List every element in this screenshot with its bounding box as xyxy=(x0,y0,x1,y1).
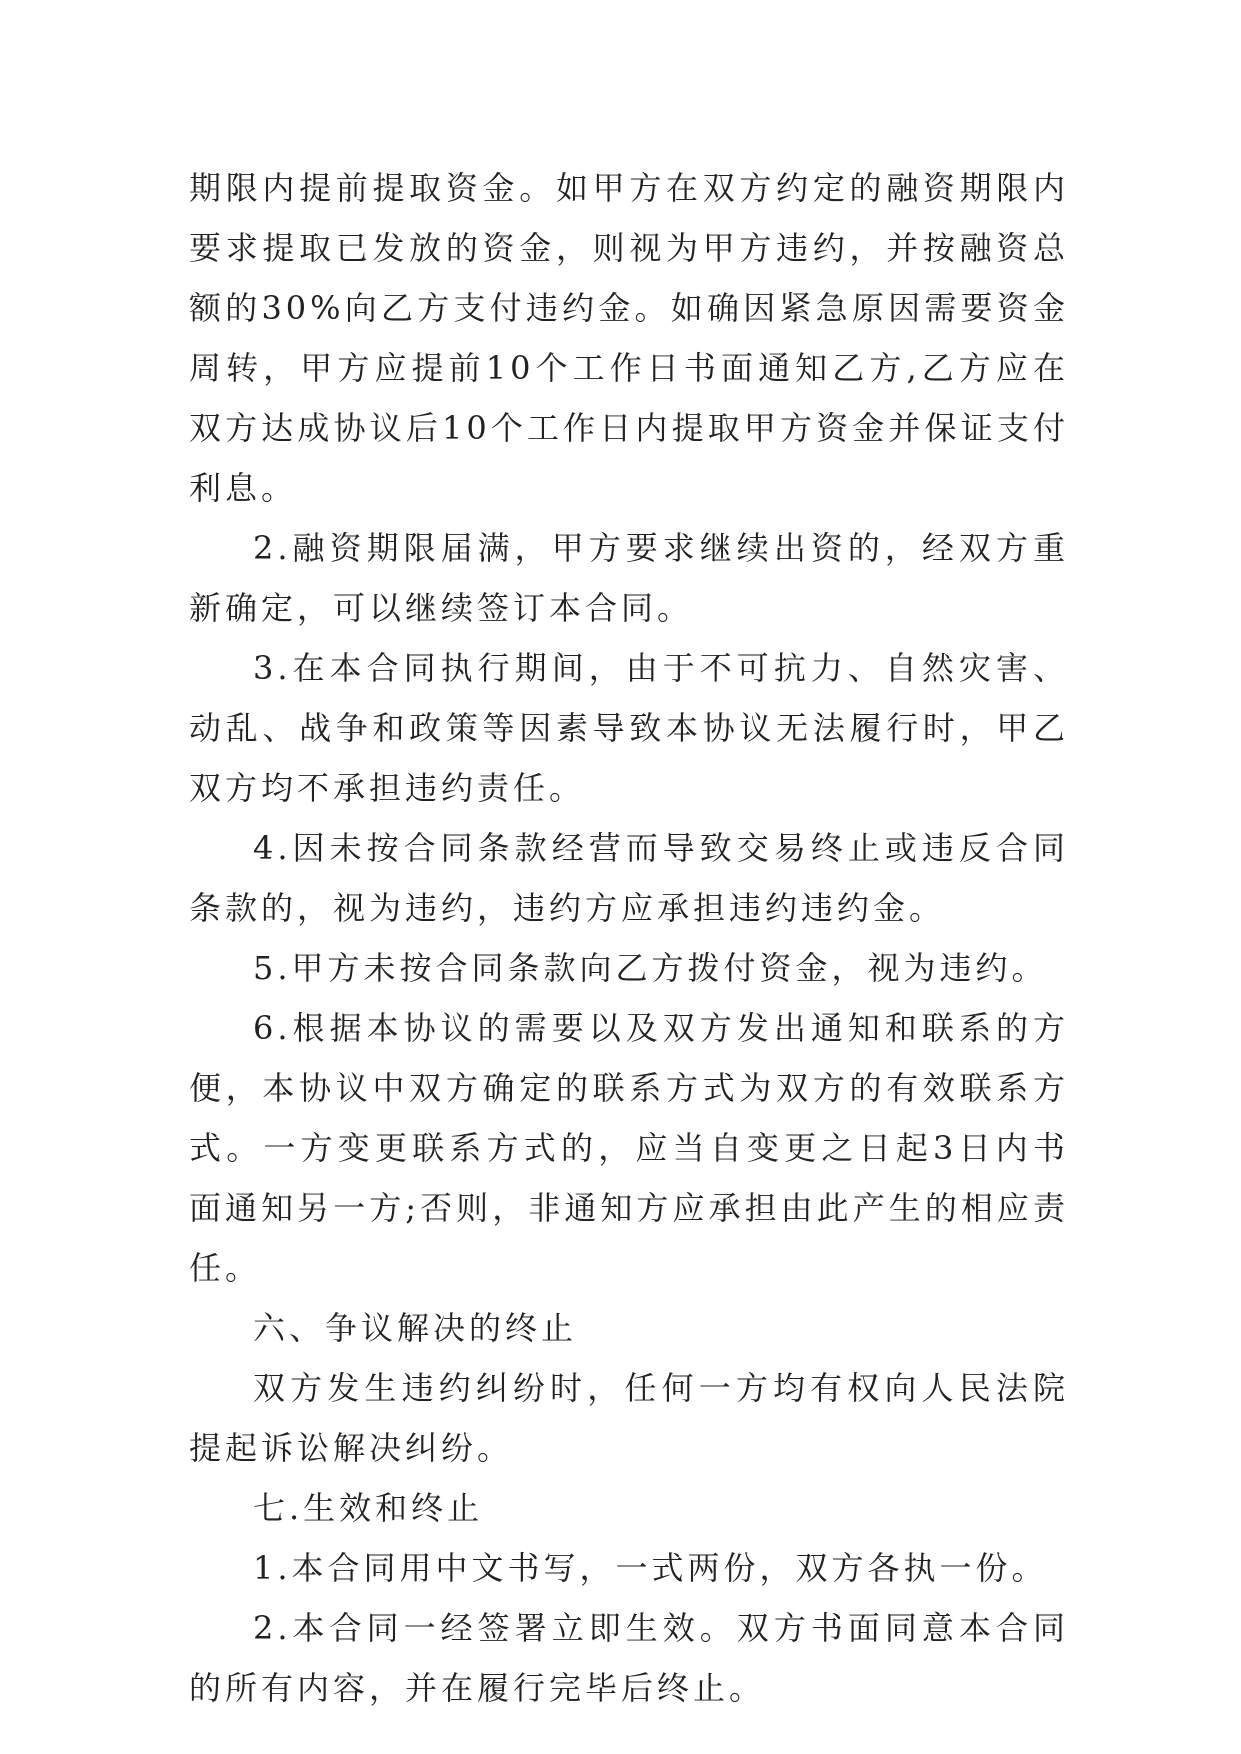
dispute-paragraph: 双方发生违约纠纷时，任何一方均有权向人民法院提起诉讼解决纠纷。 xyxy=(189,1369,1069,1467)
paragraph-continuation: 期限内提前提取资金。如甲方在双方约定的融资期限内要求提取已发放的资金，则视为甲方违约，并按融资总额的30%向乙方支付违约金。如确因紧急原因需要资金周转，甲方应提前10个工作日书面通知乙方,乙方应在双方达成协议后10个工作日内提取甲方资金并保证支付利息。 xyxy=(189,169,1069,507)
clause-4: 4.因未按合同条款经营而导致交易终止或违反合同条款的，视为违约，违约方应承担违约违约金。 xyxy=(189,829,1069,927)
effect-clause-2: 2.本合同一经签署立即生效。双方书面同意本合同的所有内容，并在履行完毕后终止。 xyxy=(189,1609,1069,1707)
clause-5: 5.甲方未按合同条款向乙方拨付资金，视为违约。 xyxy=(253,949,1048,987)
clause-2: 2.融资期限届满，甲方要求继续出资的，经双方重新确定，可以继续签订本合同。 xyxy=(189,529,1069,627)
document-body xyxy=(189,158,1069,1718)
section-heading-dispute: 六、争议解决的终止 xyxy=(253,1309,578,1347)
section-heading-effect: 七.生效和终止 xyxy=(253,1489,484,1527)
clause-3: 3.在本合同执行期间，由于不可抗力、自然灾害、动乱、战争和政策等因素导致本协议无法履行时，甲乙双方均不承担违约责任。 xyxy=(189,649,1069,807)
clause-6: 6.根据本协议的需要以及双方发出通知和联系的方便，本协议中双方确定的联系方式为双方的有效联系方式。一方变更联系方式的，应当自变更之日起3日内书面通知另一方;否则，非通知方应承担由此产生的相应责任。 xyxy=(189,1009,1069,1287)
effect-clause-1: 1.本合同用中文书写，一式两份，双方各执一份。 xyxy=(253,1549,1048,1587)
